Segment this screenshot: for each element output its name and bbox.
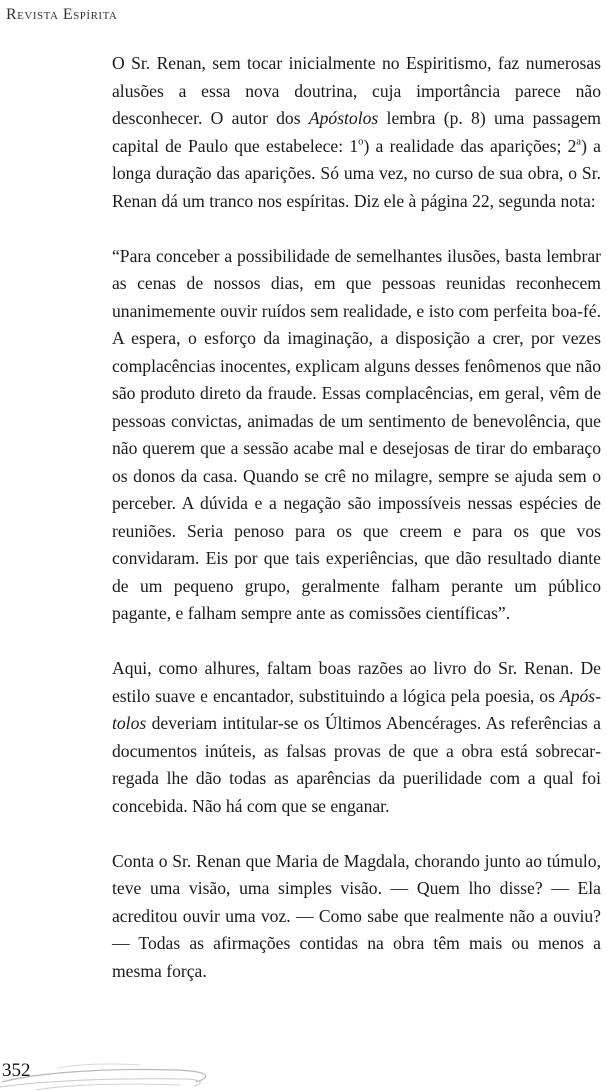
running-head: Revista Espírita bbox=[6, 6, 118, 23]
book-title-apostolos-2: Apóstolos bbox=[112, 685, 601, 733]
paragraph-4: Conta o Sr. Renan que Maria de Magdala, chorando junto ao túmulo, teve uma visão, uma simples visão. — Quem lho disse? — Ela acreditou ouvir uma voz. — Como sabe que realmente não a ouviu? — Todas as afirmações contidas na obra têm mais ou menos a mesma força. bbox=[112, 850, 601, 981]
body-text bbox=[112, 50, 601, 985]
page-number: 352 bbox=[2, 1060, 31, 1081]
decorative-swirl-icon bbox=[0, 1054, 260, 1092]
paragraph-1: O Sr. Renan, sem tocar inicialmente no Espiritismo, faz numerosas alusões a essa nova doutrina, cuja importância parece não desconhecer. O autor dos Apóstolos lembra (p. 8) uma passagem capital de Paulo que estabelece: 1$^o$) a realidade das aparições; 2$^a$) a longa duração das aparições. Só uma vez, no curso de sua obra, o Sr. Renan dá um tranco nos espíritas. Diz ele à página 22, segunda nota: bbox=[112, 53, 601, 211]
paragraph-2-quote: “Para conceber a possibilidade de semelhantes ilusões, basta lembrar as cenas de nossos dias, em que pessoas reunidas reconhecem unanimemente ouvir ruídos sem realidade, e isto com perfeita boa-fé. A espera, o esforço da imaginação, a disposição a crer, por vezes complacências inocentes, explicam alguns desses fenômenos que não são produto direto da fraude. Essas complacências, em geral, vêm de pessoas convictas, animadas de um sentimento de benevolência, que não querem que a sessão acabe mal e desejosas de tirar do embaraço os donos da casa. Quando se crê no milagre, sempre se ajuda sem o perceber. A dúvida e a negação são impossíveis nessas espécies de reuniões. Seria penoso para os que creem e para os que vos convidaram. Eis por que tais experiências, que dão resultado diante de um pequeno grupo, geralmente falham perante um público pagante, e falham sempre ante as comissões científicas”. bbox=[112, 245, 601, 623]
book-title-apostolos: Apóstolos bbox=[308, 108, 379, 128]
paragraph-3: Aqui, como alhures, faltam boas razões ao livro do Sr. Renan. De estilo suave e encantador, substituindo a lógica pela poesia, os Apóstolos deveriam intitular-se os Últimos Abencérages. As referências a documentos inúteis, as falsas provas de que a obra está sobrecarregada lhe dão todas as aparências da puerilidade com a qual foi concebida. Não há com que se enganar. bbox=[112, 658, 601, 816]
page-footer bbox=[0, 1054, 260, 1092]
